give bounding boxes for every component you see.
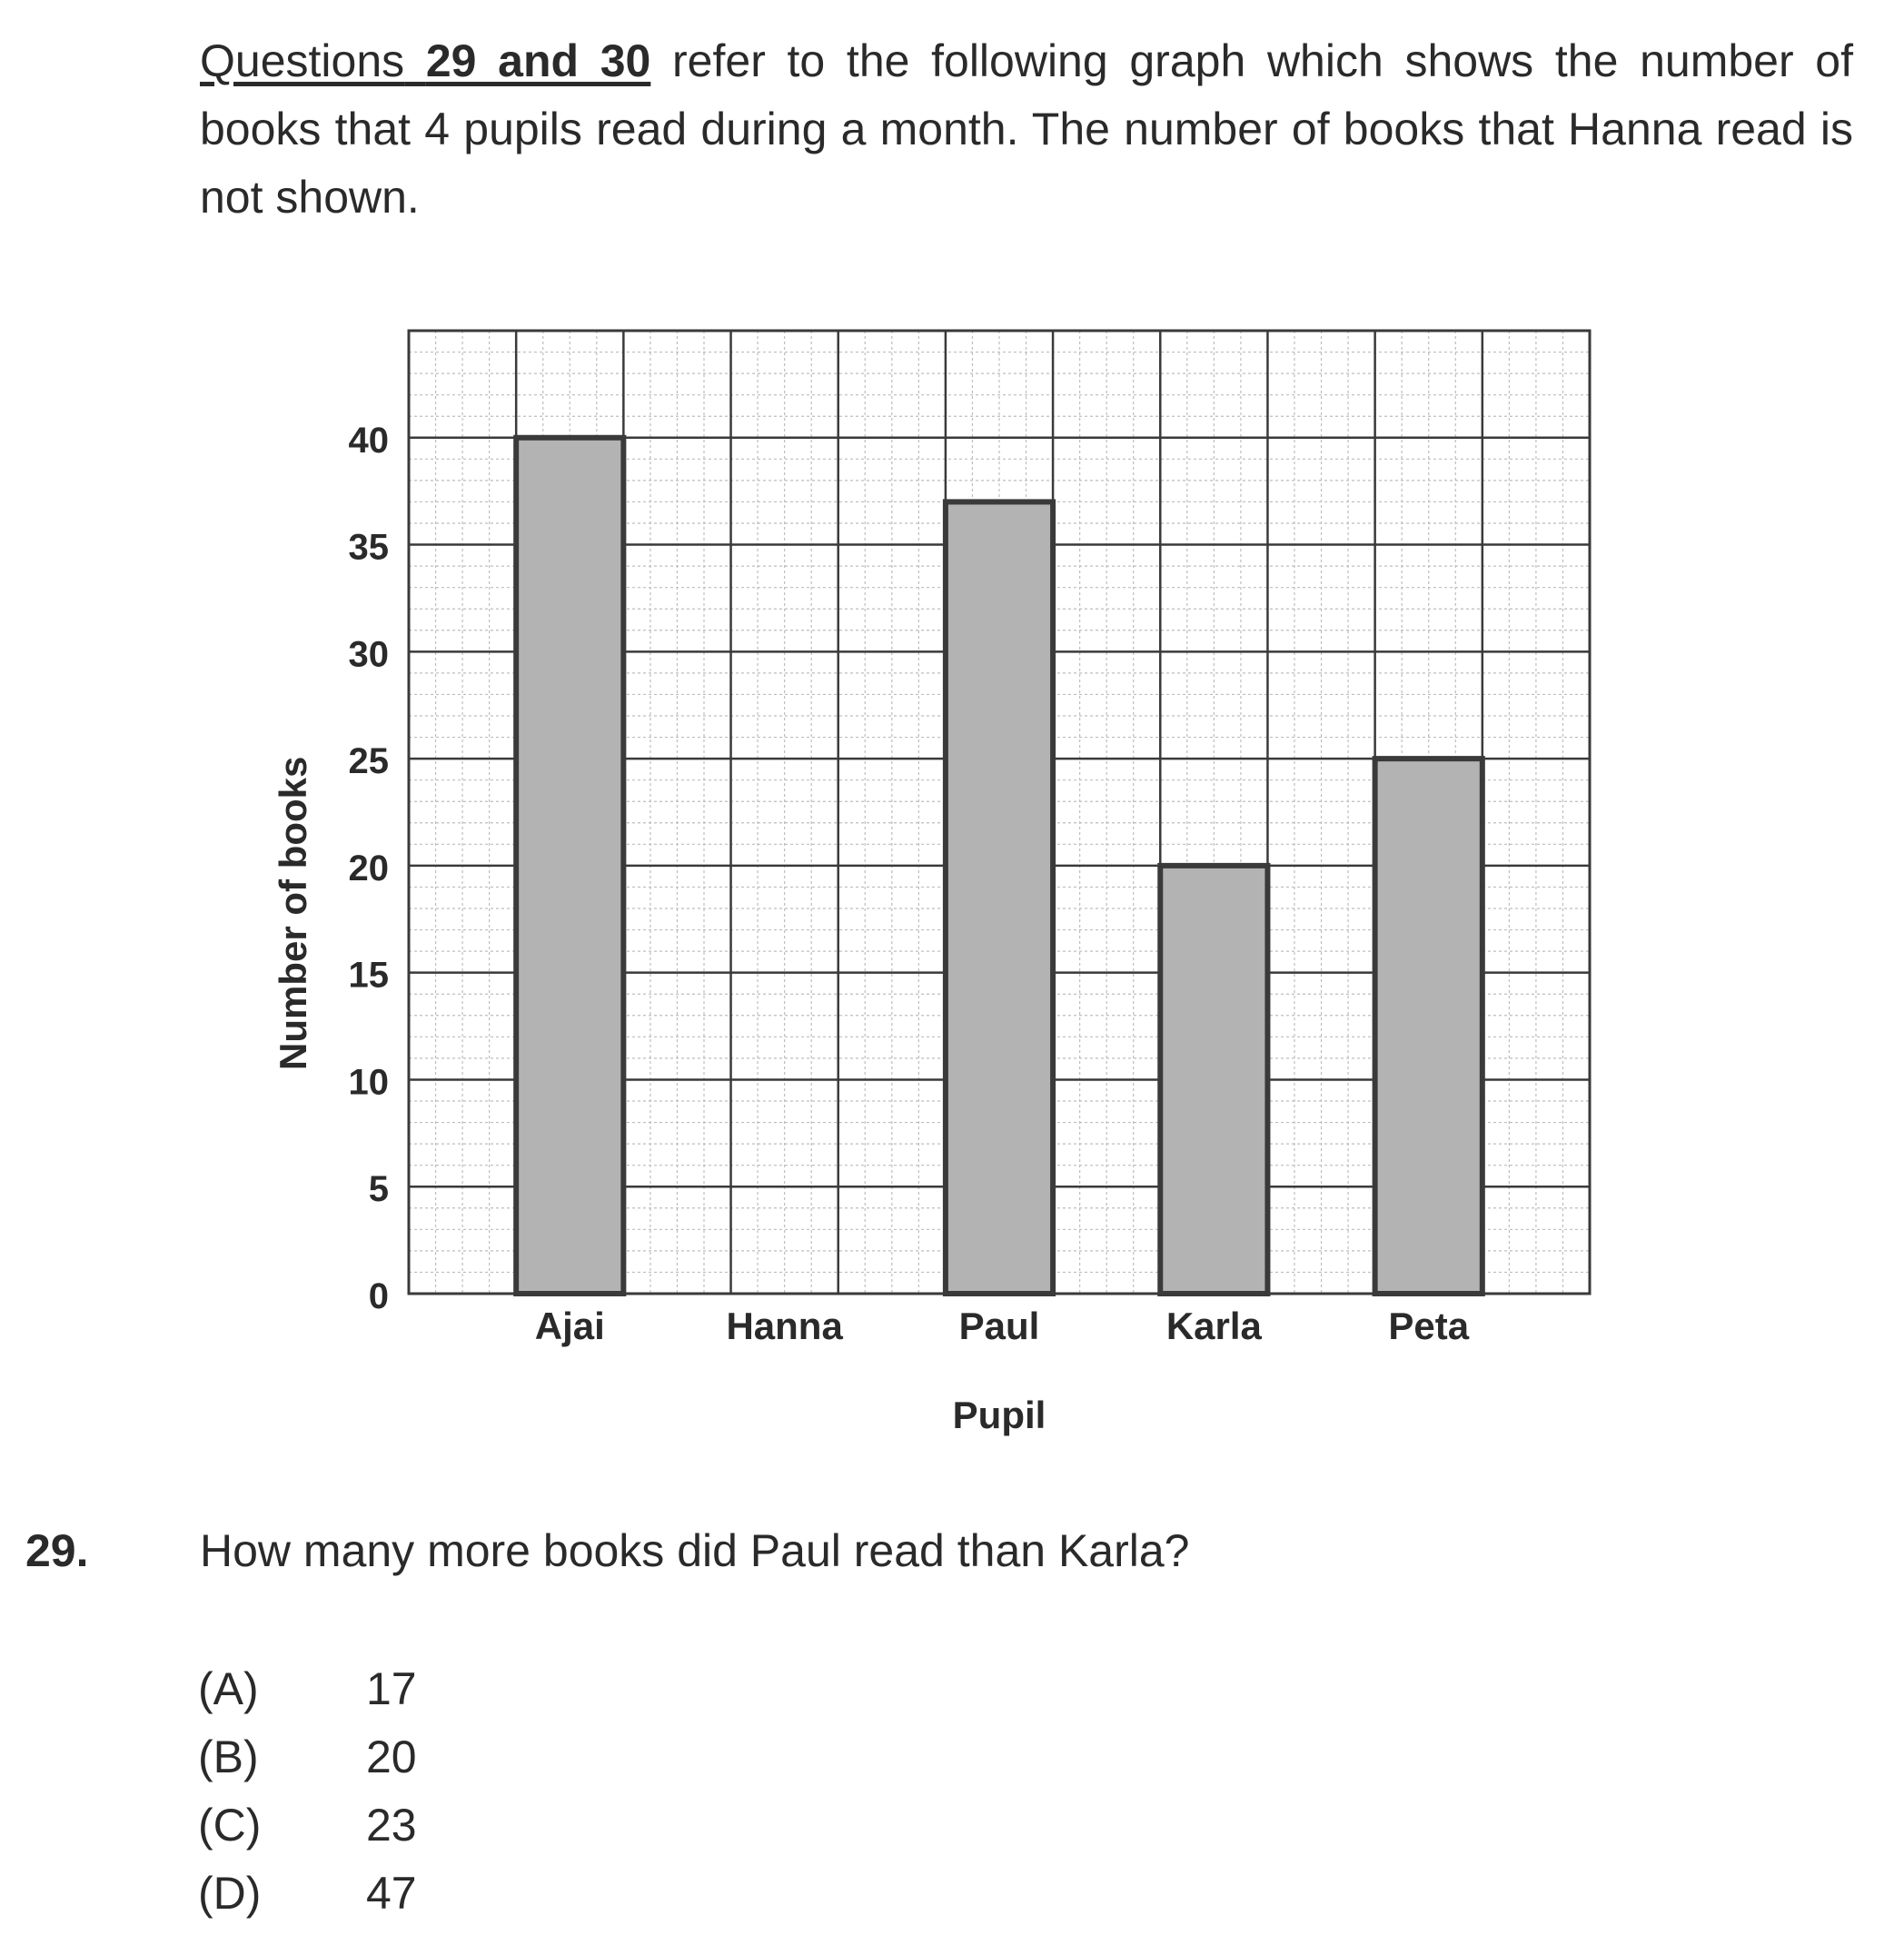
x-tick-label: Karla [1165, 1305, 1262, 1347]
option-b[interactable] [198, 1731, 417, 1783]
bar-chart [263, 318, 1608, 1463]
questions-prefix: Questions [200, 35, 405, 86]
option-letter: (A) [198, 1663, 259, 1714]
intro-text: refer to the following graph which shows the number of books that 4 pupils read during a month. The number of books that Hanna read is not shown. [200, 35, 1853, 223]
option-letter: (C) [198, 1800, 262, 1851]
option-letter: (D) [198, 1868, 262, 1919]
bar-karla [1160, 866, 1267, 1294]
bar-paul [946, 501, 1053, 1294]
y-tick-label: 35 [348, 527, 389, 568]
y-tick-label: 40 [348, 420, 389, 461]
questions-numbers: 29 and 30 [425, 35, 651, 86]
y-tick-label: 20 [348, 848, 389, 888]
option-value: 23 [366, 1800, 417, 1851]
bar-ajai [516, 438, 623, 1294]
option-value: 47 [366, 1868, 417, 1919]
x-tick-label: Paul [958, 1305, 1040, 1347]
option-value: 17 [366, 1663, 417, 1714]
y-tick-label: 15 [348, 955, 389, 996]
intro-paragraph [200, 27, 1853, 232]
question-number: 29. [25, 1525, 89, 1576]
bar-peta [1375, 759, 1483, 1294]
x-tick-label: Hanna [726, 1305, 843, 1347]
x-axis-label: Pupil [952, 1394, 1046, 1436]
option-a[interactable] [198, 1662, 417, 1715]
questions-reference [200, 35, 650, 86]
option-letter: (B) [198, 1732, 259, 1782]
option-d[interactable] [198, 1867, 417, 1920]
y-tick-label: 25 [348, 741, 389, 782]
y-tick-label: 30 [348, 634, 389, 675]
option-value: 20 [366, 1732, 417, 1782]
question-text: How many more books did Paul read than Karla? [200, 1525, 1190, 1576]
y-tick-label: 10 [348, 1062, 389, 1103]
x-tick-label: Peta [1388, 1305, 1470, 1347]
option-c[interactable] [198, 1799, 417, 1851]
y-axis-label: Number of books [272, 756, 314, 1070]
y-tick-label: 0 [368, 1276, 389, 1316]
x-tick-label: Ajai [534, 1305, 605, 1347]
y-tick-label: 5 [368, 1169, 389, 1210]
